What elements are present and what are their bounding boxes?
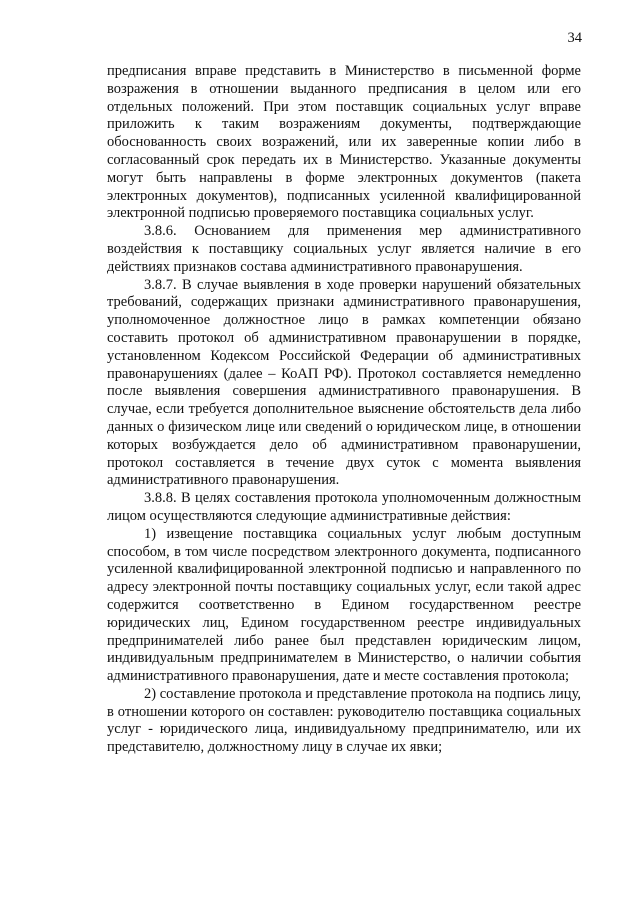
paragraph-3-8-6: 3.8.6. Основанием для применения мер административного воздействия к поставщику социальных услуг является наличие в его действиях признаков состава административного правонарушения.	[107, 223, 581, 275]
list-item-2: 2) составление протокола и представление протокола на подпись лицу, в отношении которого он составлен: руководителю поставщика социальных услуг - юридического лица, индивидуальному предпринимателю, или их представителю, должностному лицу в случае их явки;	[107, 685, 581, 756]
page-number: 34	[567, 30, 582, 46]
paragraph-3-8-8: 3.8.8. В целях составления протокола уполномоченным должностным лицом осуществляются следующие административные действия:	[107, 490, 581, 524]
paragraph-3-8-7: 3.8.7. В случае выявления в ходе проверки нарушений обязательных требований, содержащих признаки административного правонарушения, уполномоченное должностное лицо в рамках компетенции обязано составить протокол об административном правонарушении в порядке, установленном Кодексом Российской Федерации об административных правонарушениях (далее – КоАП РФ). Протокол составляется немедленно после выявления совершения административного правонарушения. В случае, если требуется дополнительное выяснение обстоятельств дела либо данных о физическом лице или сведений о юридическом лице, в отношении которых возбуждается дело об административном правонарушении, протокол составляется в течение двух суток с момента выявления административного правонарушения.	[107, 276, 581, 489]
paragraph-continuation: предписания вправе представить в Министерство в письменной форме возражения в отношении выданного предписания в целом или его отдельных положений. При этом поставщик социальных услуг вправе приложить к таким возражениям документы, подтверждающие обоснованность своих возражений, или их заверенные копии либо в согласованный срок передать их в Министерство. Указанные документы могут быть направлены в форме электронных документов (пакета электронных документов), подписанных усиленной квалифицированной электронной подписью проверяемого поставщика социальных услуг.	[107, 63, 581, 222]
document-body	[107, 63, 581, 757]
list-item-1: 1) извещение поставщика социальных услуг любым доступным способом, в том числе посредством электронного документа, подписанного усиленной квалифицированной электронной подписью и направленного по адресу электронной почты поставщику социальных услуг, если такой адрес содержится соответственно в Едином государственном реестре юридических лиц, Едином государственном реестре индивидуальных предпринимателей либо ранее был представлен юридическим лицом, индивидуальным предпринимателем в Министерство, о наличии события административного правонарушения, дате и месте составления протокола;	[107, 525, 581, 685]
